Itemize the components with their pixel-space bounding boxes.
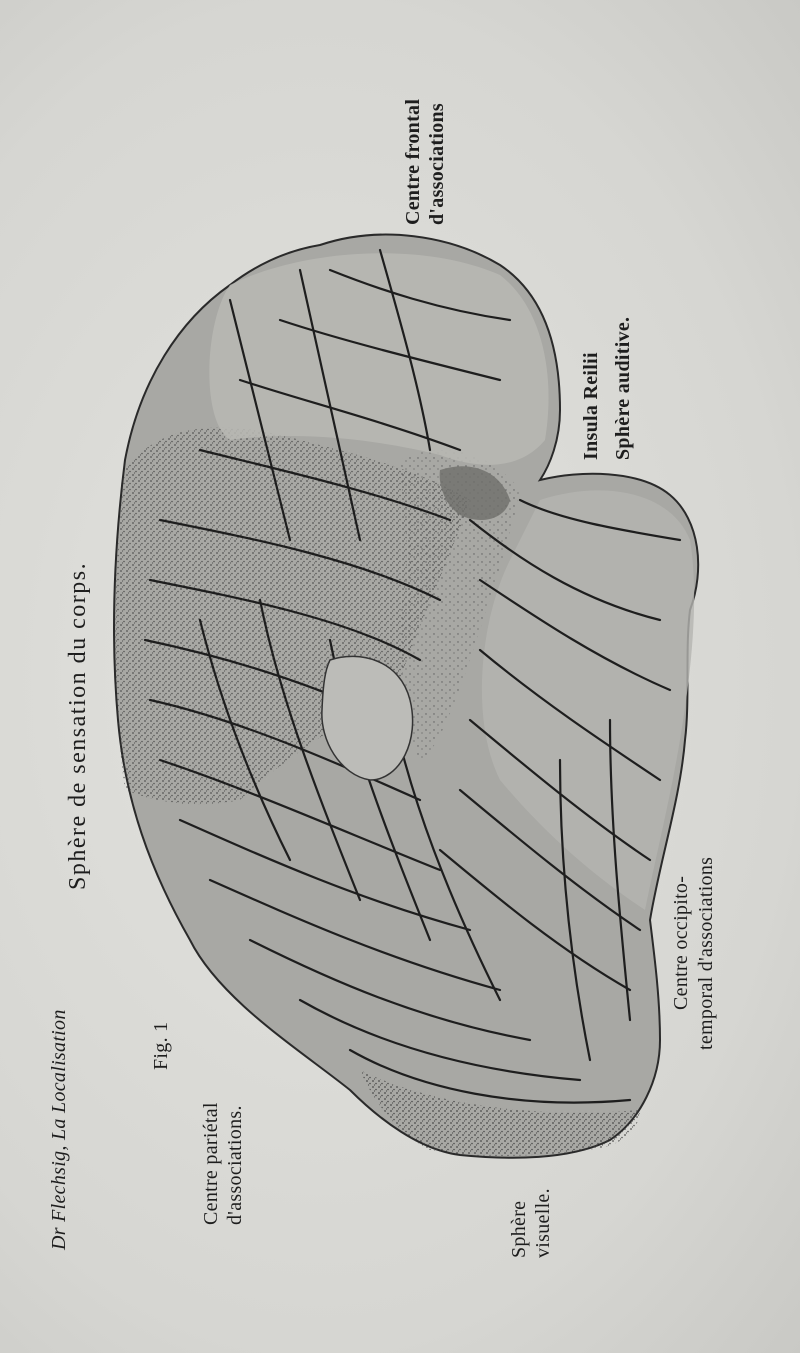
label-insula: Insula Reilii [580,352,602,460]
label-frontal-line2: d'associations [426,102,448,225]
label-frontal-line1: Centre frontal [402,98,424,225]
figure-number: Fig. 1 [150,1021,172,1070]
frontal-association-area [209,253,548,465]
running-title: Dr Flechsig, La Localisation [48,1009,70,1250]
label-parietal-line1: Centre pariétal [200,1102,222,1225]
label-visual-line1: Sphère [508,1200,530,1258]
label-visual-line2: visuelle. [532,1188,554,1258]
label-body-sensation: Sphère de sensation du corps. [65,561,91,890]
label-parietal-line2: d'associations. [224,1105,246,1225]
label-occipito-line2: temporal d'associations [695,856,717,1050]
label-auditory: Sphère auditive. [612,316,634,460]
label-occipito-line1: Centre occipito- [670,875,692,1010]
